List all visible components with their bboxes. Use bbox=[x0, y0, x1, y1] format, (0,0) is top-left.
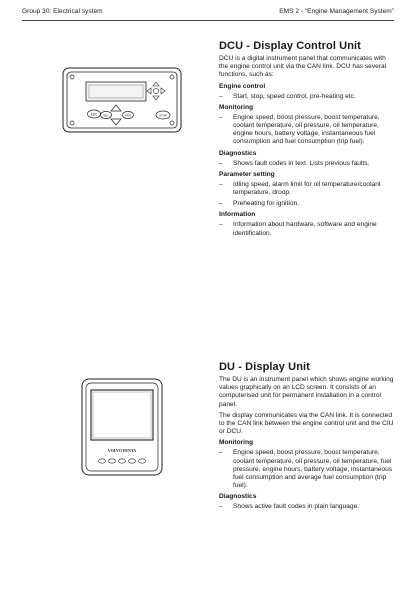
diagnostics-heading: Diagnostics bbox=[219, 149, 257, 157]
list-item: – Engine speed, boost pressure, boost temperature, coolant temperature, oil pressure, oil temperature, engine hours, battery voltage, instantaneous fuel consumption and fuel consumption (trip fuel). bbox=[219, 113, 380, 146]
du-paragraph: The display communicates via the CAN link. It is connected to the CAN link between the engine control unit and the CIU or DCU. bbox=[219, 411, 394, 436]
dcu-panel-drawing bbox=[62, 67, 182, 133]
sel-button-label: SEL bbox=[103, 113, 109, 118]
du-button-4 bbox=[129, 459, 136, 463]
du-button-2 bbox=[109, 459, 116, 463]
esc-button-label: ESC bbox=[90, 112, 98, 117]
du-button-5 bbox=[139, 459, 146, 463]
dcu-illustration bbox=[62, 67, 182, 133]
du-button-1 bbox=[99, 459, 106, 463]
du-title: DU - Display Unit bbox=[219, 361, 310, 373]
du-diagnostics-heading: Diagnostics bbox=[219, 493, 257, 501]
list-item: – Idling speed, alarm limit for oil temperature/coolant temperature, droop. bbox=[219, 180, 381, 197]
list-item: – Shows active fault codes in plain language. bbox=[219, 503, 360, 511]
page-header bbox=[22, 6, 394, 21]
du-illustration bbox=[81, 378, 163, 476]
header-group: Group 30: Electrical system bbox=[22, 8, 103, 15]
dcu-title: DCU - Display Control Unit bbox=[219, 40, 361, 52]
engine-control-heading: Engine control bbox=[219, 82, 266, 90]
dcu-intro: DCU is a digital instrument panel that communicates with the engine control unit via the CAN link. DCU has several functions, such as: bbox=[219, 55, 387, 79]
dash-icon: – bbox=[219, 221, 223, 229]
list-item: – Shows fault codes in text. Lists previous faults. bbox=[219, 159, 370, 167]
du-section bbox=[219, 361, 395, 515]
dash-icon: – bbox=[219, 159, 223, 167]
parameter-setting-heading: Parameter setting bbox=[219, 170, 275, 178]
du-monitoring-heading: Monitoring bbox=[219, 439, 254, 447]
screw-icon bbox=[170, 121, 174, 125]
list-item: – Information about hardware, software and engine identification. bbox=[219, 221, 377, 237]
stop-button-label: STOP bbox=[158, 113, 168, 118]
du-lcd-screen bbox=[91, 390, 153, 440]
dash-icon: – bbox=[219, 503, 223, 511]
dash-icon: – bbox=[219, 180, 223, 188]
dash-icon: – bbox=[219, 200, 223, 208]
dcu-section bbox=[219, 40, 395, 241]
volvo-penta-logo: VOLVO PENTA bbox=[107, 448, 137, 453]
prg-button-label: PRG bbox=[124, 113, 132, 118]
dash-icon: – bbox=[219, 113, 223, 121]
screw-icon bbox=[70, 75, 74, 79]
list-item: – Start, stop, speed control, pre-heating etc. bbox=[219, 92, 356, 100]
header-system: EMS 2 - “Engine Management System” bbox=[279, 8, 394, 15]
list-item: – Preheating for ignition. bbox=[219, 200, 299, 208]
dash-icon: – bbox=[219, 449, 223, 457]
dash-icon: – bbox=[219, 92, 223, 100]
du-button-3 bbox=[119, 459, 126, 463]
information-heading: Information bbox=[219, 211, 256, 219]
screw-icon bbox=[170, 75, 174, 79]
screw-icon bbox=[70, 121, 74, 125]
du-panel-drawing bbox=[81, 378, 163, 476]
monitoring-heading: Monitoring bbox=[219, 103, 254, 111]
du-paragraph: The DU is an instrument panel which shows engine working values graphically on an LCD screen. It consists of an computerised unit for permanent installation in a control panel. bbox=[219, 376, 394, 408]
list-item: – Engine speed, boost pressure, boost temperature, coolant temperature, oil pressure, oil temperature, fuel pressure, engine hours, battery voltage, instantaneous fuel consumption and average fuel consumption (trip fuel). bbox=[219, 449, 393, 490]
